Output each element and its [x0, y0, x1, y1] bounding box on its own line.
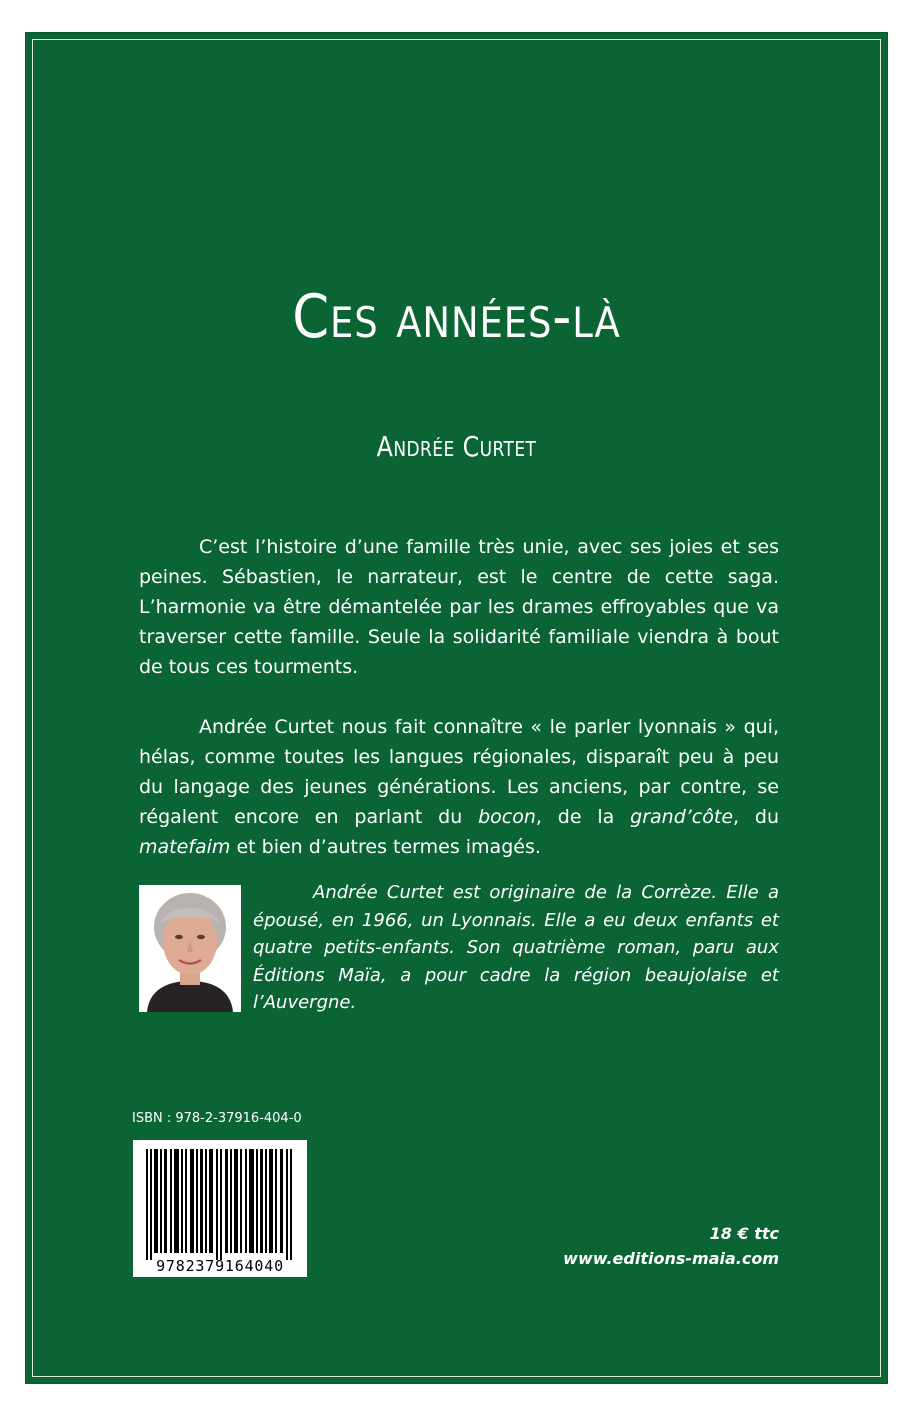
summary-paragraph-2-part-2: , de la — [535, 806, 631, 828]
price: 18 € ttc — [709, 1224, 779, 1243]
term-bocon: bocon — [478, 806, 536, 828]
author-name: Andrée Curtet — [376, 430, 537, 463]
summary-paragraph-2 — [139, 712, 779, 862]
term-grand-cote: grand’côte — [630, 806, 734, 828]
book-title: Ces années-là — [292, 282, 621, 352]
publisher-website: www.editions-maia.com — [563, 1249, 779, 1268]
summary-paragraph-2-part-1: Andrée Curtet nous fait connaître « le parler lyonnais » qui, hélas, comme toutes les langues régionales, disparaît peu à peu du langage des jeunes générations. Les anciens, par contre, se régalent encore en parlant du — [139, 716, 779, 828]
author-photo — [139, 885, 241, 1012]
barcode-digits: 9782379164040 — [156, 1257, 284, 1275]
summary-paragraph-2-part-4: et bien d’autres termes imagés. — [230, 836, 541, 858]
book-back-cover — [25, 32, 888, 1384]
summary-text — [139, 532, 779, 892]
summary-paragraph-1: C’est l’histoire d’une famille très unie, avec ses joies et ses peines. Sébastien, le narrateur, est le centre de cette saga. L’harmonie va être démantelée par les drames effroyables que va traverser cette famille. Seule la solidarité familiale viendra à bout de tous ces tourments. — [139, 536, 779, 678]
isbn-barcode — [133, 1140, 307, 1277]
isbn-label: ISBN : 978-2-37916-404-0 — [132, 1111, 302, 1126]
author-bio-text: Andrée Curtet est originaire de la Corrèze. Elle a épousé, en 1966, un Lyonnais. Elle a eu deux enfants et quatre petits-enfants. Son quatrième roman, paru aux Éditions Maïa, a pour cadre la région beaujolaise et l’Auvergne. — [253, 882, 779, 1013]
summary-paragraph-2-part-3: , du — [733, 806, 779, 828]
term-matefaim: matefaim — [139, 836, 231, 858]
